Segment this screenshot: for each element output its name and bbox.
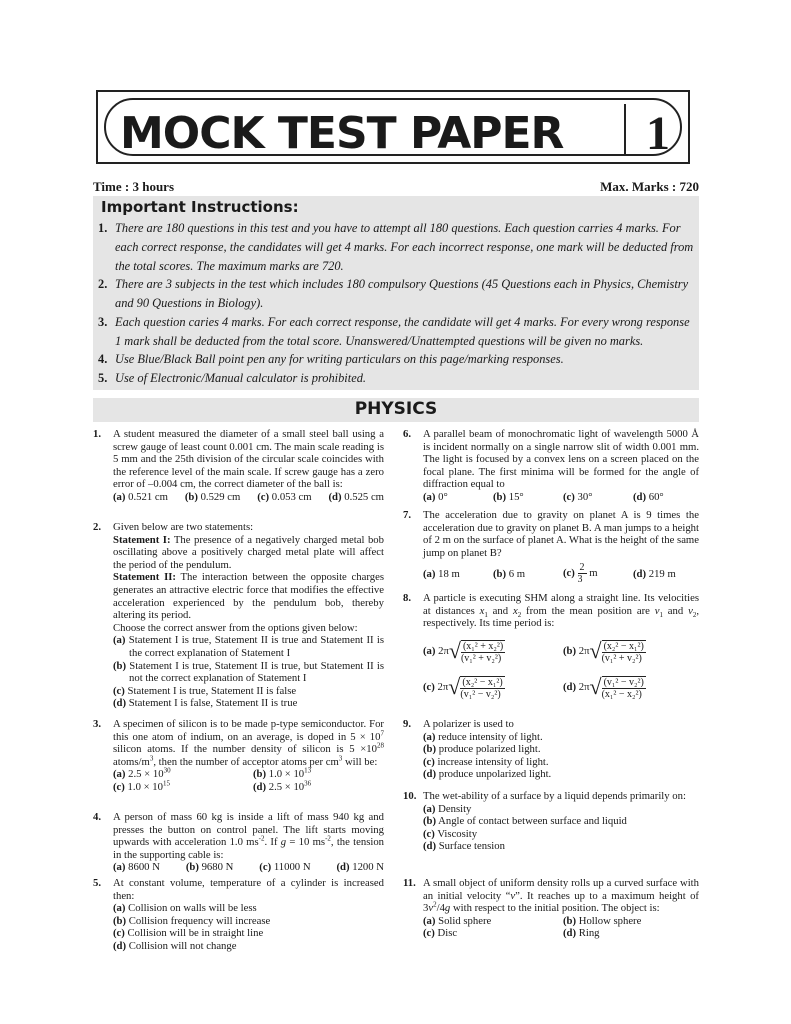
option-d[interactable]: (d) 0.525 cm xyxy=(328,490,384,503)
instructions-heading: Important Instructions: xyxy=(101,198,299,216)
option-a[interactable]: (a) Collision on walls will be less xyxy=(113,902,257,915)
option-a[interactable]: (a) 0.521 cm xyxy=(113,490,168,503)
option-b[interactable]: (b) produce polarized light. xyxy=(423,743,541,756)
option-d[interactable]: (d) Ring xyxy=(563,927,600,940)
question-text: A student measured the diameter of a small steel ball using a screw gauge of least count 0.001 cm. The main scale reading is 5 mm and the 25th division of the circular scale coincides with the reference level of the main scale. If screw gauge has a zero error of –0.004 cm, the correct diameter of the ball is: xyxy=(113,428,384,491)
option-a[interactable]: (a) 18 m xyxy=(423,567,460,580)
question-10 xyxy=(403,790,699,853)
option-d[interactable]: (d) Statement I is false, Statement II is true xyxy=(113,697,298,710)
section-title: PHYSICS xyxy=(354,399,438,419)
instruction-text: There are 180 questions in this test and you have to attempt all 180 questions. Each question carries 4 marks. For each correct response, the candidates will get 4 marks. For each incorrect response, one mark will be deducted from the total scores. The maximum marks are 720. xyxy=(115,221,694,273)
instruction-number: 3. xyxy=(98,315,108,329)
option-d[interactable]: (d) produce unpolarized light. xyxy=(423,768,552,781)
option-d[interactable]: (d) 219 m xyxy=(633,567,676,580)
question-7 xyxy=(403,509,699,585)
question-number: 9. xyxy=(403,718,412,730)
instruction-item xyxy=(98,350,694,369)
instruction-item xyxy=(98,369,694,388)
options-row xyxy=(113,861,384,874)
options-list xyxy=(113,634,384,710)
time-label: Time : 3 hours xyxy=(93,179,175,194)
option-b[interactable]: (b) 6 m xyxy=(493,567,526,580)
question-text: A person of mass 60 kg is inside a lift of mass 940 kg and presses the button on control panel. The lift starts moving upwards with acceleration 1.0 $ms^{-2}$. If g = 10 $ms^{-2}$, the tension in the supporting cable is: xyxy=(113,811,385,861)
option-a[interactable]: (a) 8600 N xyxy=(113,861,160,874)
question-number: 6. xyxy=(403,428,412,440)
option-d[interactable]: (d) $2.5 \times 10^{36}$ xyxy=(253,779,312,793)
question-number: 8. xyxy=(403,592,412,604)
question-text: The wet-ability of a surface by a liquid depends primarily on: xyxy=(423,790,686,802)
instruction-number: 4. xyxy=(98,352,108,366)
statement-text: The interaction between the opposite charges generates an attractive electric force that modifies the effective acceleration experienced by the pendulum bob, thereby altering its period. xyxy=(113,571,384,622)
option-c[interactable]: (c) increase intensity of light. xyxy=(423,755,549,768)
question-number: 7. xyxy=(403,509,412,521)
question-2 xyxy=(93,521,384,710)
question-text: A small object of uniform density rolls up a curved surface with an initial velocity “v”. It reaches up to a maximum height of $3v^2/4g$ with respect to the initial position. The object is: xyxy=(423,877,699,915)
question-text: A specimen of silicon is to be made p-type semiconductor. For this one atom of indium, on an average, is doped in $5 \times 10^7$ silicon atoms. If the number density of silicon is $5 \times 10^{28}$ atoms/$m^3$, then the number of acceptor atoms per $cm^3$ will be: xyxy=(113,718,384,768)
question-number: 5. xyxy=(93,877,102,889)
option-b[interactable]: (b) Collision frequency will increase xyxy=(113,914,271,927)
option-b[interactable]: (b) Angle of contact between surface and liquid xyxy=(423,815,627,828)
instruction-item xyxy=(98,313,694,351)
instruction-number: 1. xyxy=(98,221,108,235)
options-row xyxy=(423,491,699,504)
question-number: 4. xyxy=(93,811,102,823)
question-text: At constant volume, temperature of a cylinder is increased then: xyxy=(113,877,384,902)
option-c[interactable]: (c) $1.0 \times 10^{15}$ xyxy=(113,779,170,793)
option-c[interactable]: (c) 2π √ $\frac{\text{(x₂² − x₁²)}}{\text{(v₁² − v₂²)}}$ xyxy=(423,674,503,700)
question-9 xyxy=(403,718,699,781)
option-d[interactable]: (d) Collision will not change xyxy=(113,939,237,952)
option-d[interactable]: (d) 1200 N xyxy=(336,861,384,874)
option-a[interactable]: (a) Solid sphere xyxy=(423,914,492,927)
question-number: 3. xyxy=(93,718,102,730)
page-title: MOCK TEST PAPER xyxy=(120,108,564,159)
option-c[interactable]: (c) 11000 N xyxy=(259,861,311,874)
question-6 xyxy=(403,428,699,504)
question-text: A polarizer is used to xyxy=(423,718,514,730)
title-pill xyxy=(104,98,682,160)
options-grid xyxy=(423,915,699,940)
options-list xyxy=(423,731,699,781)
question-3 xyxy=(93,718,384,794)
instruction-text: Use Blue/Black Ball point pen any for writing particulars on this page/marking responses. xyxy=(115,352,564,366)
question-5 xyxy=(93,877,384,953)
option-a[interactable]: (a) Density xyxy=(423,802,472,815)
question-number: 2. xyxy=(93,521,102,533)
option-c[interactable]: (c) Statement I is true, Statement II is false xyxy=(113,684,297,697)
option-b[interactable]: (b) 9680 N xyxy=(185,861,234,874)
statement-label: Statement II: xyxy=(113,571,176,584)
question-text: The acceleration due to gravity on planet A is 9 times the acceleration due to gravity on planet B. A man jumps to a height of 2 m on the surface of planet A. What is the height of the same jump on planet B? xyxy=(423,509,699,559)
instruction-text: Each question caries 4 marks. For each correct response, the candidate will get 4 marks. For every wrong response 1 mark shall be deducted from the total score. Unanswered/Unattempted questions will be given no marks. xyxy=(115,315,690,348)
question-number: 11. xyxy=(403,877,416,889)
option-c[interactable]: (c) Viscosity xyxy=(423,827,478,840)
options-list xyxy=(113,902,384,952)
option-b[interactable]: (b) Hollow sphere xyxy=(563,914,642,927)
question-4 xyxy=(93,811,384,874)
option-b[interactable]: (b) 15° xyxy=(493,490,524,503)
option-a[interactable]: (a) $2.5 \times 10^{30}$ xyxy=(113,766,171,781)
options-row xyxy=(423,562,699,585)
fraction: $\frac{2}{3}$ xyxy=(577,562,585,586)
option-c[interactable]: (c) Disc xyxy=(423,927,458,940)
question-instruction: Choose the correct answer from the options given below: xyxy=(113,621,358,634)
option-c[interactable]: (c) 30° xyxy=(563,490,593,503)
question-number: 1. xyxy=(93,428,102,440)
option-d[interactable]: (d) 60° xyxy=(633,490,664,503)
option-b[interactable]: (b) 0.529 cm xyxy=(184,490,241,503)
options-grid xyxy=(423,634,699,706)
question-11 xyxy=(403,877,699,940)
max-marks-label: Max. Marks : 720 xyxy=(600,179,699,194)
option-b[interactable]: (b) 2π √ $\frac{\text{(x₂² − x₁²)}}{\text{(v₁² + v₂²)}}$ xyxy=(563,638,644,664)
question-8 xyxy=(403,592,699,706)
option-d[interactable]: (d) 2π √ $\frac{\text{(v₁² − v₂²)}}{\text{(x₁² − x₂²)}}$ xyxy=(563,674,644,700)
paper-number: 1 xyxy=(646,107,670,160)
instruction-item xyxy=(98,275,694,313)
option-d[interactable]: (d) Surface tension xyxy=(423,840,505,853)
option-a[interactable]: (a) reduce intensity of light. xyxy=(423,730,543,743)
instruction-text: There are 3 subjects in the test which includes 180 compulsory Questions (45 Questions each in Physics, Chemistry and 90 Questions in Biology). xyxy=(115,277,689,310)
statement-text: The presence of a negatively charged metal bob oscillating above a positively charged metal plate will affect the period of the pendulum. xyxy=(113,533,384,571)
instruction-number: 5. xyxy=(98,371,108,385)
option-a[interactable]: (a) Statement I is true, Statement II is true and Statement II is the correct explanation of Statement I xyxy=(113,634,385,659)
option-a[interactable]: (a) 2π √ $\frac{\text{(x₁² + x₂²)}}{\text{(v₁² + v₂²)}}$ xyxy=(423,638,504,664)
question-text: A particle is executing SHM along a straight line. Its velocities at distances $x_1$ and $x_2$ from the mean position are $v_1$ and $v_2$, respectively. Its time period is: xyxy=(423,592,700,630)
options-row xyxy=(113,491,384,504)
option-a[interactable]: (a) 0° xyxy=(423,490,448,503)
option-b[interactable]: (b) $1.0 \times 10^{13}$ xyxy=(253,766,312,781)
question-1 xyxy=(93,428,384,504)
option-b[interactable]: (b) Statement I is true, Statement II is true, but Statement II is not the correct explanation of Statement I xyxy=(113,659,385,685)
question-number: 10. xyxy=(403,790,417,802)
instruction-text: Use of Electronic/Manual calculator is prohibited. xyxy=(115,371,366,385)
options-grid xyxy=(113,768,384,793)
question-text: A parallel beam of monochromatic light of wavelength 5000 Å is incident normally on a single narrow slit of width 0.001 mm. The light is focused by a convex lens on a screen placed on the focal plane. The first minima will be formed for the angle of diffraction equal to xyxy=(423,428,699,491)
option-c[interactable]: (c) 0.053 cm xyxy=(257,490,312,503)
title-divider xyxy=(624,104,626,154)
option-c[interactable]: (c) Collision will be in straight line xyxy=(113,927,264,940)
options-list xyxy=(423,803,699,853)
title-banner xyxy=(96,90,690,164)
option-c[interactable]: (c) $\frac{2}{3}$ m xyxy=(563,562,598,586)
statement-label: Statement I: xyxy=(113,533,171,546)
question-text: Given below are two statements: xyxy=(113,521,254,533)
instruction-item xyxy=(98,219,694,275)
instruction-number: 2. xyxy=(98,277,108,291)
